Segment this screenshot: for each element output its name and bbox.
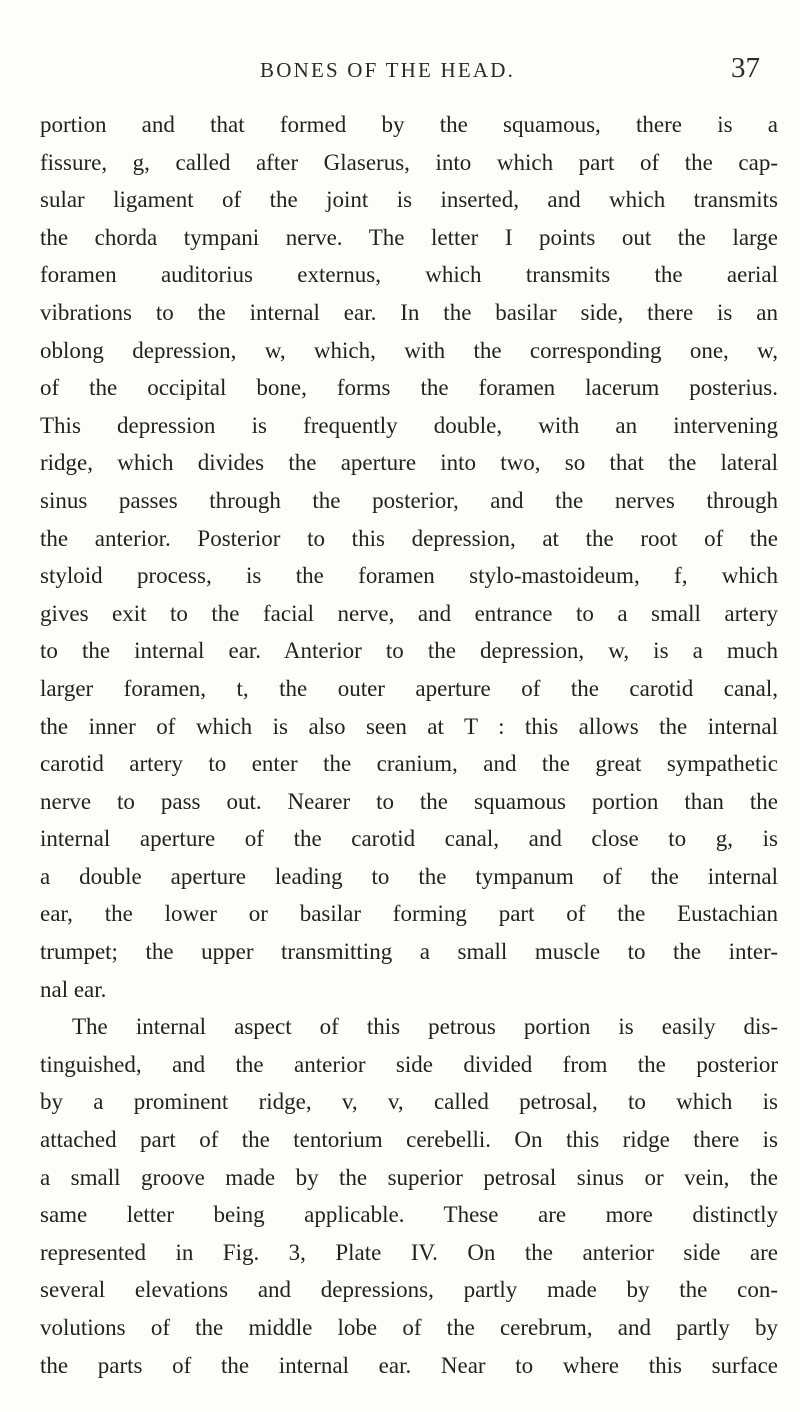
text-line: foramen auditorius externus, which transmits the aerial bbox=[40, 262, 778, 288]
text-line: internal aperture of the carotid canal, and close to g, is bbox=[40, 826, 778, 852]
text-line: the inner of which is also seen at T : this allows the internal bbox=[40, 713, 778, 739]
running-head bbox=[40, 52, 760, 98]
text-line: the parts of the internal ear. Near to where this surface bbox=[40, 1352, 778, 1378]
text-line: ear, the lower or basilar forming part of the Eustachian bbox=[40, 901, 778, 927]
text-line: fissure, g, called after Glaserus, into which part of the cap- bbox=[40, 149, 778, 175]
text-line: attached part of the tentorium cerebelli. On this ridge there is bbox=[40, 1127, 778, 1153]
text-line: portion and that formed by the squamous, there is a bbox=[40, 112, 778, 137]
text-line: to the internal ear. Anterior to the depression, w, is a much bbox=[40, 638, 778, 664]
text-line: carotid artery to enter the cranium, and the great sympathetic bbox=[40, 751, 778, 777]
text-line: styloid process, is the foramen stylo-mastoideum, f, which bbox=[40, 563, 778, 589]
text-line: vibrations to the internal ear. In the basilar side, there is an bbox=[40, 299, 778, 325]
text-line: tinguished, and the anterior side divided from the posterior bbox=[40, 1051, 778, 1077]
text-line: a small groove made by the superior petrosal sinus or vein, the bbox=[40, 1164, 778, 1190]
text-line: represented in Fig. 3, Plate IV. On the anterior side are bbox=[40, 1239, 778, 1265]
text-line: ridge, which divides the aperture into two, so that the lateral bbox=[40, 450, 778, 476]
text-line: oblong depression, w, which, with the corresponding one, w, bbox=[40, 337, 778, 363]
body-text bbox=[40, 106, 778, 1384]
text-line: volutions of the middle lobe of the cerebrum, and partly by bbox=[40, 1315, 778, 1340]
running-title: BONES OF THE HEAD. bbox=[260, 58, 516, 82]
text-line: sinus passes through the posterior, and the nerves through bbox=[40, 487, 778, 513]
text-line: gives exit to the facial nerve, and entrance to a small artery bbox=[40, 600, 778, 626]
text-line: larger foramen, t, the outer aperture of the carotid canal, bbox=[40, 675, 778, 701]
text-line: same letter being applicable. These are more distinctly bbox=[40, 1202, 778, 1228]
text-line: trumpet; the upper transmitting a small muscle to the inter- bbox=[40, 939, 778, 965]
paragraph-last-line: nal ear. bbox=[40, 976, 107, 1002]
paragraph-first-line: The internal aspect of this petrous portion is easily dis- bbox=[72, 1014, 778, 1040]
page-number: 37 bbox=[731, 52, 760, 84]
text-line: This depression is frequently double, with an intervening bbox=[40, 412, 778, 438]
text-line: nerve to pass out. Nearer to the squamous portion than the bbox=[40, 788, 778, 814]
text-line: a double aperture leading to the tympanum of the internal bbox=[40, 863, 778, 889]
text-line: the chorda tympani nerve. The letter I points out the large bbox=[40, 224, 778, 250]
text-line: several elevations and depressions, partly made by the con- bbox=[40, 1277, 778, 1303]
text-line: by a prominent ridge, v, v, called petrosal, to which is bbox=[40, 1089, 778, 1115]
text-line: the anterior. Posterior to this depression, at the root of the bbox=[40, 525, 778, 551]
text-line: of the occipital bone, forms the foramen lacerum posterius. bbox=[40, 375, 778, 401]
text-line: sular ligament of the joint is inserted, and which transmits bbox=[40, 187, 778, 213]
